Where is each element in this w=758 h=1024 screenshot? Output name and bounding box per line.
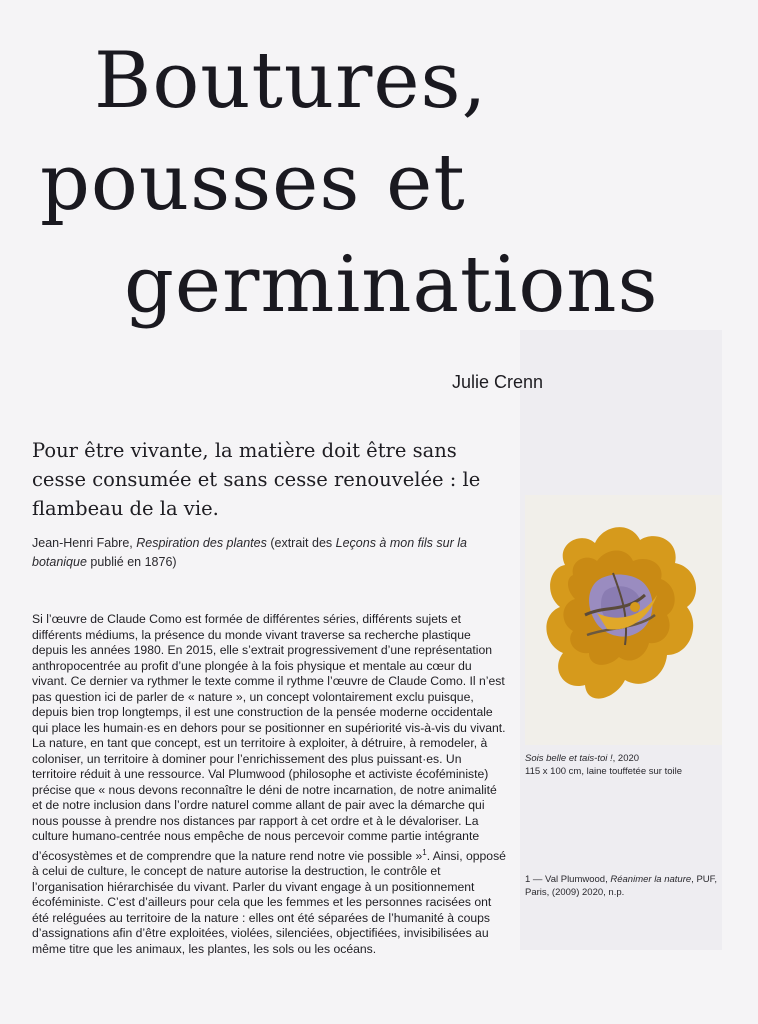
footnote-prefix: 1 — Val Plumwood,	[525, 874, 611, 885]
source-author: Jean-Henri Fabre,	[32, 536, 137, 550]
title-line: germinations	[124, 240, 659, 330]
caption-title: Sois belle et tais-toi	[525, 753, 608, 764]
artwork-image	[525, 495, 722, 745]
body-part-1: Si l’œuvre de Claude Como est formée de différentes séries, différents sujets et différents médiums, la présence du monde vivant traverse sa recherche plastique depuis les années 1980. En 2015, elle s’extrait progressivement d’une représentation anthropocentrée au profit d’une plongée à la fois physique et mentale au cœur du vivant. Ce dernier va rythmer le texte comme il rythme l’œuvre de Claude Como. Il n’est pas question ici de parler de « nature », un concept volontairement exclu puisque, depuis bien trop longtemps, il est une construction de la pensée moderne occidentale qui place les humain·es en dehors pour se positionner en supériorité vis-à-vis du vivant. La nature, en tant que concept, est un territoire à exploiter, à détruire, à remodeler, à coloniser, un territoire à dominer pour l’enrichissement des plus puissant·es. Un territoire réduit à une ressource. Val Plumwood (philosophe et activiste écoféministe) précise que « nous devons reconnaître le déni de notre incarnation, de notre animalité et de notre inclusion dans l’ordre naturel comme allant de pair avec la démarche qui nous pousse à prendre nos distances par rapport à cet ordre et à le dévaloriser. La culture humano-centrée nous empêche de nous percevoir comme partie intégrante d’écosystèmes et de comprendre que la nature rend notre vie possible »	[32, 612, 506, 863]
epigraph-quote: Pour être vivante, la matière doit être sans cesse consumée et sans cesse renouvelée : le flambeau de la vie.	[32, 439, 481, 520]
caption-ref: !	[607, 753, 613, 764]
caption-year: , 2020	[612, 753, 640, 764]
title-line: Boutures,	[94, 36, 488, 126]
source-middle: (extrait des	[266, 536, 336, 550]
tufted-flower-artwork-icon	[525, 495, 722, 745]
footnote	[525, 873, 725, 899]
source-book: Leçons à mon fils sur la botanique	[32, 536, 467, 569]
article-body	[32, 612, 506, 957]
source-work: Respiration des plantes	[136, 536, 267, 550]
footnote-rest: , PUF, Paris, (2009) 2020, n.p.	[525, 874, 718, 898]
caption-details: 115 x 100 cm, laine touffetée sur toile	[525, 766, 683, 777]
figure-caption	[525, 752, 735, 778]
footnote-ref: 1	[422, 847, 427, 857]
source-end: publié en 1876)	[86, 555, 177, 569]
body-part-2: . Ainsi, opposé à celui de culture, le concept de nature autorise la destruction, le contrôle et l’organisation hiérarchisée du vivant. Parler du vivant engage à un positionnement écoféministe. C’est d’ailleurs pour cela que les femmes et les personnes racisées ont été reléguées au territoire de la nature : elles ont été séparées de l’humanité à coups d’assignations afin d’être exploitées, violées, silenciées, objectifiées, invisibilisées au même titre que les animaux, les plantes, les sols ou les océans.	[32, 848, 506, 956]
title-line: pousses et	[40, 138, 466, 228]
epigraph-source	[32, 534, 502, 572]
article-title	[40, 30, 720, 336]
footnote-work: Réanimer la nature	[610, 874, 692, 885]
author-name: Julie Crenn	[452, 372, 544, 392]
